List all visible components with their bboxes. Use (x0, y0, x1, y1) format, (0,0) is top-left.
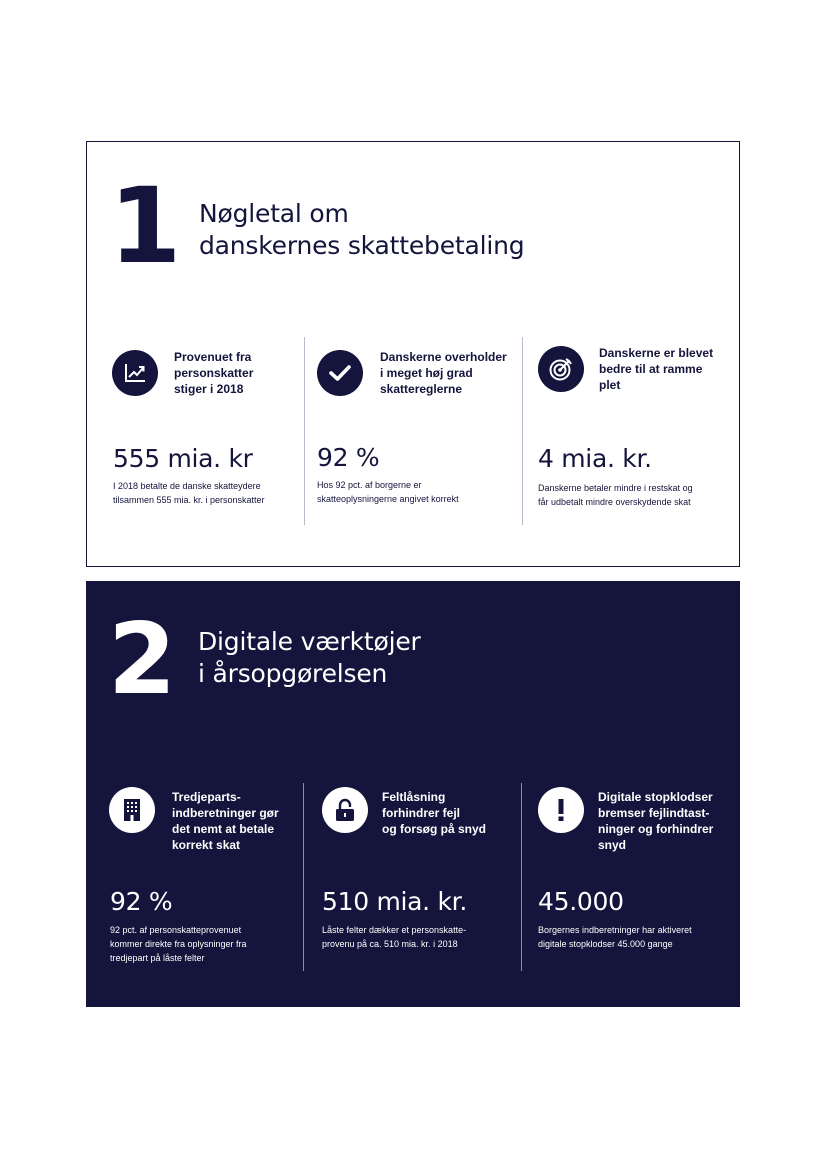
key-figures-panel (86, 141, 740, 567)
tool-digital-stoppers (522, 581, 740, 1007)
key-figure-value: 4 mia. kr. (538, 444, 652, 473)
tool-field-locking (304, 581, 522, 1007)
key-figure-description: Danskerne betaler mindre i restskat og får udbetalt mindre overskydende skat (538, 483, 693, 507)
tool-heading: Digitale stopklodser bremser fejlindtast- ninger og forhindrer snyd (598, 790, 714, 852)
padlock-icon (322, 787, 368, 833)
key-figure-heading: Danskerne overholder i meget høj grad skattereglerne (380, 350, 507, 396)
tool-heading: Feltlåsning forhindrer fejl og forsøg på snyd (382, 790, 487, 836)
tool-description: 92 pct. af personskatteprovenuet kommer direkte fra oplysninger fra tredjepart på låste felter (110, 925, 247, 963)
tool-value: 45.000 (538, 887, 624, 916)
tool-heading: Tredjeparts- indberetninger gør det nemt at betale korrekt skat (172, 790, 279, 852)
key-figure-compliance (305, 142, 523, 566)
key-figure-heading: Provenuet fra personskatter stiger i 2018 (174, 350, 254, 396)
exclamation-icon (538, 787, 584, 833)
section-number: 2 (108, 603, 173, 717)
key-figure-description: I 2018 betalte de danske skatteydere tilsammen 555 mia. kr. i personskatter (113, 481, 265, 505)
tool-value: 92 % (110, 887, 173, 916)
section-title: Nøgletal om danskernes skattebetaling (199, 199, 525, 260)
building-icon (109, 787, 155, 833)
key-figure-revenue (87, 142, 305, 566)
tool-description: Låste felter dækker et personskatte- provenu på ca. 510 mia. kr. i 2018 (322, 925, 467, 949)
tool-description: Borgernes indberetninger har aktiveret digitale stopklodser 45.000 gange (538, 925, 692, 949)
key-figure-accuracy (523, 142, 741, 566)
tool-third-party-reporting (86, 581, 304, 1007)
checkmark-icon (317, 350, 363, 396)
digital-tools-panel (86, 581, 740, 1007)
section-title: Digitale værktøjer i årsopgørelsen (198, 627, 421, 688)
key-figure-value: 92 % (317, 443, 380, 472)
rising-chart-icon (112, 350, 158, 396)
target-icon (538, 346, 584, 392)
section-number: 1 (109, 165, 178, 287)
key-figure-description: Hos 92 pct. af borgerne er skatteoplysningerne angivet korrekt (317, 480, 459, 504)
tool-value: 510 mia. kr. (322, 887, 467, 916)
key-figure-heading: Danskerne er blevet bedre til at ramme plet (599, 346, 714, 392)
key-figure-value: 555 mia. kr (113, 444, 253, 473)
